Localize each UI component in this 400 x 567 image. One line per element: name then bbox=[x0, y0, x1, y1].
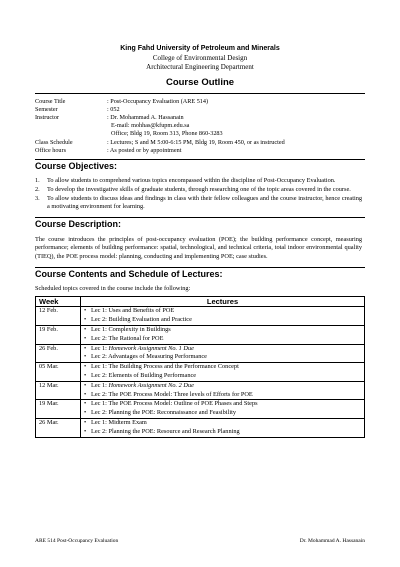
table-row bbox=[36, 381, 365, 400]
page-footer bbox=[35, 538, 365, 544]
info-row-instructor: Instructor : Dr. Mohammad A. Hassanain bbox=[35, 113, 184, 121]
lecture-item: • Lec 1: Uses and Benefits of POE bbox=[84, 307, 361, 316]
table-header-row bbox=[36, 297, 365, 307]
lecture-item: • Lec 2: Planning the POE: Resource and Research Planning bbox=[84, 428, 361, 437]
info-row-email: E-mail: mohhas@kfupm.edu.sa bbox=[111, 122, 190, 130]
objectives-heading: Course Objectives: bbox=[35, 159, 365, 173]
table-row bbox=[36, 326, 365, 345]
week-cell: 12 Feb. bbox=[36, 307, 81, 326]
lectures-cell bbox=[81, 307, 365, 326]
lecture-item: • Lec 1: The Building Process and the Performance Concept bbox=[84, 363, 361, 372]
footer-author: Dr. Mohammad A. Hassanain bbox=[299, 538, 365, 544]
lecture-item: • Lec 2: Planning the POE: Reconnaissance and Feasibility bbox=[84, 409, 361, 418]
university-name: King Fahd University of Petroleum and Minerals bbox=[120, 45, 280, 52]
lecture-item: • Lec 2: Building Evaluation and Practice bbox=[84, 316, 361, 325]
table-row bbox=[36, 363, 365, 382]
list-item: 2. To develop the investigative skills of graduate students, through researching one of the topic areas covered in the course. bbox=[35, 185, 351, 193]
info-row-office-hours: Office hours : As posted or by appointment bbox=[35, 146, 182, 154]
lecture-item: • Lec 2: Elements of Building Performance bbox=[84, 372, 361, 381]
lecture-item: • Lec 2: The POE Process Model: Three levels of Efforts for POE bbox=[84, 391, 361, 400]
lectures-cell bbox=[81, 418, 365, 437]
week-cell: 26 Feb. bbox=[36, 344, 81, 363]
schedule-table bbox=[35, 296, 365, 437]
footer-course: ARE 514 Post-Occupancy Evaluation bbox=[35, 538, 119, 544]
info-row-semester: Semester : 052 bbox=[35, 105, 120, 113]
lecture-item: • Lec 1: Midterm Exam bbox=[84, 419, 361, 428]
table-row bbox=[36, 344, 365, 363]
info-row-course-title: Course Title : Post-Occupancy Evaluation (ARE 514) bbox=[35, 97, 209, 105]
table-row bbox=[36, 307, 365, 326]
week-cell: 19 Feb. bbox=[36, 326, 81, 345]
course-info bbox=[35, 98, 400, 155]
info-row-office: Office; Bldg 19, Room 313, Phone 860-3283 bbox=[111, 130, 223, 138]
header-rule bbox=[35, 93, 365, 94]
week-cell: 19 Mar. bbox=[36, 400, 81, 419]
info-row-class-schedule: Class Schedule : Lectures; S and M 5:00-6:15 PM, Bldg 19, Room 450, or as instructed bbox=[35, 138, 285, 146]
college-name: College of Environmental Design bbox=[152, 53, 248, 62]
lectures-cell bbox=[81, 344, 365, 363]
lecture-item: • Lec 2: Advantages of Measuring Performance bbox=[84, 353, 361, 362]
document-title: Course Outline bbox=[165, 76, 235, 88]
description-text: The course introduces the principles of post-occupancy evaluation (POE); the building performance concept, measuring performance; elements of building performance: spatial, technological, and technical criteria, total indoor environmental quality (TIEQ), the POE process model: planning, conducting and implementing POE; case studies. bbox=[35, 235, 362, 260]
lectures-cell bbox=[81, 400, 365, 419]
week-column-header: Week bbox=[36, 297, 81, 307]
lecture-item: • Lec 1: The POE Process Model: Outline of POE Phases and Steps bbox=[84, 400, 361, 409]
lecture-item: • Lec 1: Complexity in Buildings bbox=[84, 326, 361, 335]
schedule-intro: Scheduled topics covered in the course include the following: bbox=[35, 285, 191, 293]
list-item: 3. To allow students to discuss ideas and findings in class with their fellow colleagues and the course instructor, hence creating a motivating environment for learning. bbox=[35, 194, 362, 210]
description-heading: Course Description: bbox=[35, 217, 365, 231]
lecture-item: • Lec 1: Homework Assignment No. 1 Due bbox=[84, 345, 361, 354]
table-row bbox=[36, 400, 365, 419]
lecture-item: • Lec 1: Homework Assignment No. 2 Due bbox=[84, 382, 361, 391]
week-cell: 26 Mar. bbox=[36, 418, 81, 437]
week-cell: 12 Mar. bbox=[36, 381, 81, 400]
lectures-column-header: Lectures bbox=[81, 297, 365, 307]
lectures-cell bbox=[81, 381, 365, 400]
department-name: Architectural Engineering Department bbox=[146, 63, 254, 71]
document-header bbox=[0, 44, 400, 73]
lectures-cell bbox=[81, 326, 365, 345]
table-row bbox=[36, 418, 365, 437]
schedule-heading: Course Contents and Schedule of Lectures: bbox=[35, 267, 365, 281]
list-item: 1. To allow students to comprehend various topics encompassed within the discipline of Post-Occupancy Evaluation. bbox=[35, 176, 336, 184]
lectures-cell bbox=[81, 363, 365, 382]
objectives-list bbox=[35, 177, 362, 211]
lecture-item: • Lec 2: The Rational for POE bbox=[84, 335, 361, 344]
week-cell: 05 Mar. bbox=[36, 363, 81, 382]
